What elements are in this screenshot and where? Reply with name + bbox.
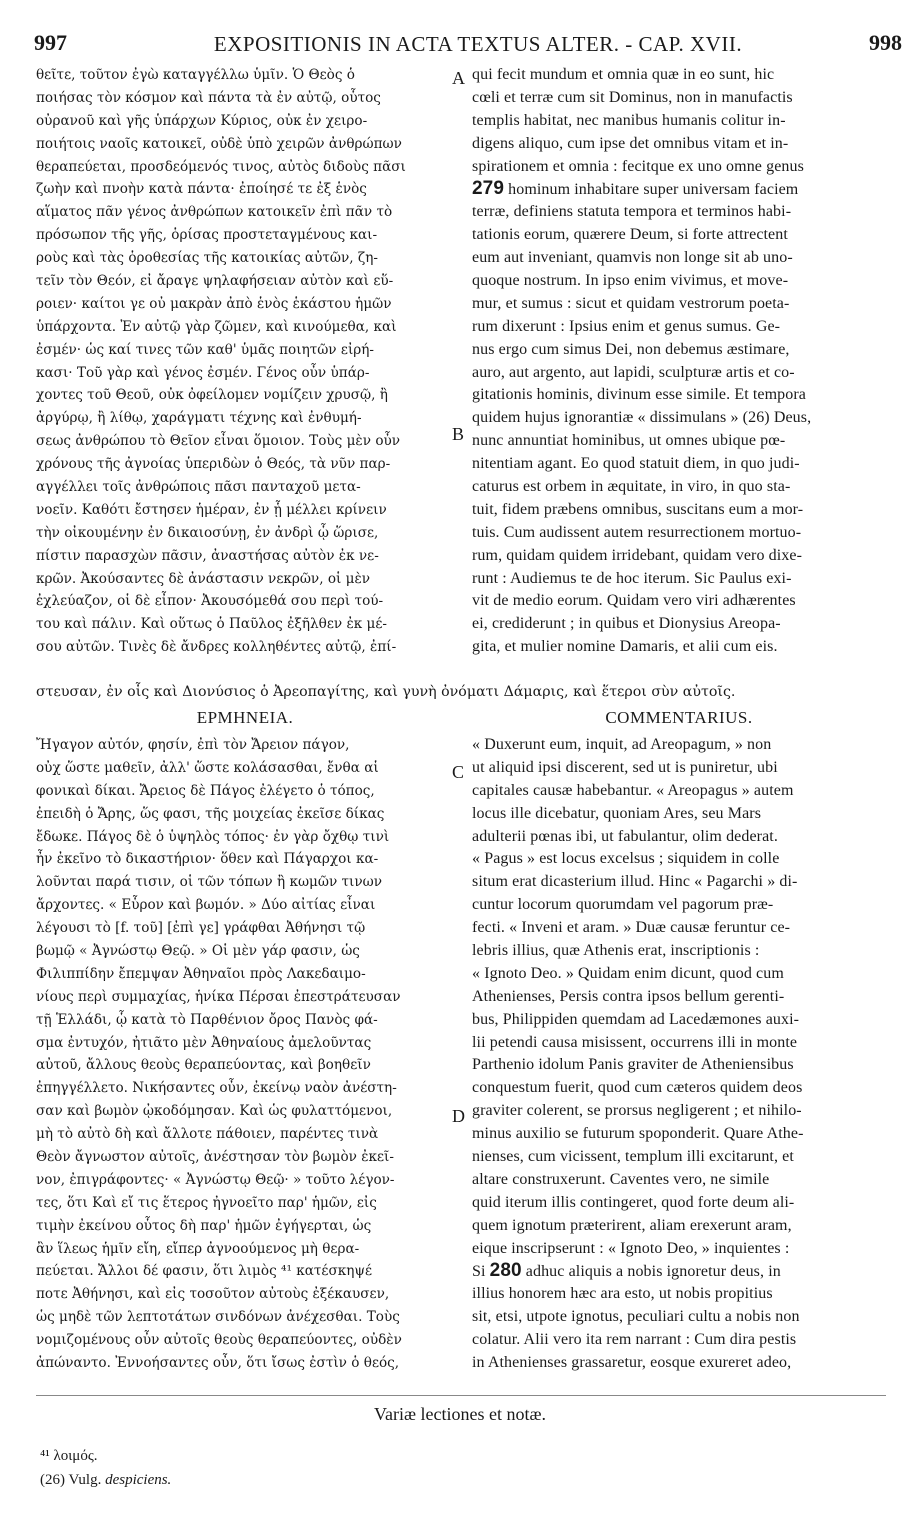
greek-text-line: του καὶ πάλιν. Καὶ οὕτως ὁ Παῦλος ἐξῆλθεν ἐκ μέ- — [36, 616, 388, 633]
latin-commentary-line: capitales causæ habebantur. « Areopagus » autem — [472, 781, 794, 799]
greek-commentary-line: Φιλιππίδην ἔπεμψαν Ἀθηναῖοι πρὸς Λακεδαιμο- — [36, 965, 366, 982]
latin-text-line: gita, et mulier nomine Damaris, et alii cum eis. — [472, 638, 778, 656]
greek-text-line: νοεῖν. Καθότι ἔστησεν ἡμέραν, ἐν ᾗ μέλλει κρίνειν — [36, 501, 387, 518]
greek-text-line: κρῶν. Ἀκούσαντες δὲ ἀνάστασιν νεκρῶν, οἱ μὲν — [36, 570, 371, 587]
greek-text-line: ροιεν· καίτοι γε οὐ μακρὰν ἀπὸ ἑνὸς ἑκάστου ἡμῶν — [36, 295, 392, 312]
greek-commentary-line: ἂν ἵλεως ἡμῖν εἴη, εἴπερ ἀγνοούμενος μὴ θερα- — [36, 1240, 360, 1257]
latin-commentary-line: quem ignotum præterirent, aliam erexerunt aram, — [472, 1216, 792, 1234]
latin-commentary-line: quid iterum illis contingeret, quod forte deum ali- — [472, 1193, 795, 1211]
greek-text-line: οὐρανοῦ καὶ γῆς ὑπάρχων Κύριος, οὐκ ἐν χειρο- — [36, 112, 368, 129]
latin-commentary-line: cuntur locorum quorumdam vel pagorum præ- — [472, 896, 774, 914]
section-heading-latin: COMMENTARIUS. — [605, 708, 753, 727]
latin-text-line: rum dixerunt : Ipsius enim et genus sumus. Ge- — [472, 317, 781, 335]
latin-text-line: templis habitat, nec manibus humanis colitur in- — [472, 111, 786, 129]
notes-title: Variæ lectiones et notæ. — [374, 1404, 546, 1424]
section-heading-greek: ΕΡΜΗΝΕΙΑ. — [196, 708, 294, 727]
greek-commentary-line: ὡς μηδὲ τῶν λεπτοτάτων σινδόνων ἀνέχεσθαι. Τοὺς — [36, 1309, 400, 1326]
footnote-41: ⁴¹ λοιμός. — [40, 1448, 98, 1464]
greek-commentary-line: τῇ Ἑλλάδι, ᾧ κατὰ τὸ Παρθένιον ὄρος Πανὸς φά- — [36, 1011, 378, 1028]
latin-text-line: digens aliquo, cum ipse det omnibus vitam et in- — [472, 134, 789, 152]
greek-text-line: θεῖτε, τοῦτον ἐγὼ καταγγέλλω ὑμῖν. Ὁ Θεὸς ὁ — [36, 67, 355, 83]
greek-text-line: πίστιν παρασχὼν πᾶσιν, ἀναστήσας αὐτὸν ἐκ νε- — [36, 547, 379, 564]
greek-commentary-column — [36, 734, 454, 1375]
margin-letter-d: D — [452, 1106, 465, 1126]
greek-commentary-line: ἦν ἐκεῖνο τὸ δικαστήριον· ὅθεν καὶ Πάγαρχοι κα- — [36, 851, 379, 868]
greek-commentary-line: βωμῷ « Ἀγνώστῳ Θεῷ. » Οἱ μὲν γάρ φασιν, ὡς — [36, 943, 360, 960]
running-title: EXPOSITIONIS IN ACTA TEXTUS ALTER. - CAP. XVII. — [213, 32, 743, 56]
greek-commentary-line: σμα ἐντυχόν, ἠτιᾶτο μὲν Ἀθηναίους ἀμελοῦντας — [36, 1034, 372, 1051]
greek-commentary-line: φονικαὶ δίκαι. Ἄρειος δὲ Πάγος ἐλέγετο ὁ τόπος, — [36, 782, 375, 799]
greek-text-line: ποιήτοις ναοῖς κατοικεῖ, οὐδὲ ὑπὸ χειρῶν ἀνθρώπων — [36, 135, 402, 152]
footnote-26 — [40, 1472, 171, 1489]
footnote-26-italic: despiciens. — [105, 1472, 172, 1488]
latin-commentary-column — [472, 734, 886, 1375]
latin-text-line: auro, aut argento, aut lapidi, sculpturæ artis et co- — [472, 363, 795, 381]
latin-text-line: tuis. Cum audissent autem resurrectionem mortuo- — [472, 523, 802, 541]
greek-text-line: αγγέλλει τοῖς ἀνθρώποις πᾶσι πανταχοῦ μετα- — [36, 479, 361, 496]
greek-commentary-line: νομιζομένους οὖν αὐτοῖς θεοὺς θεραπεύοντες, οὐδὲν — [36, 1332, 402, 1349]
greek-text-line: πρόσωπον τῆς γῆς, ὁρίσας προστεταγμένους και- — [36, 227, 378, 244]
greek-commentary-line: μὴ τὸ αὐτὸ δὴ καὶ ἄλλοτε πάθοιεν, παρέντες τινὰ — [36, 1126, 379, 1143]
greek-commentary-line: λέγουσι τὸ [f. τοῦ] [ἐπὶ γε] γράφθαι Ἀθήνησι τῷ — [36, 920, 366, 937]
greek-text-line: χρόνους τῆς ἀγνοίας ὑπεριδὼν ὁ Θεός, τὰ νῦν παρ- — [36, 456, 391, 473]
latin-text-line: spirationem et omnia : fecitque ex uno omne genus — [472, 157, 804, 175]
footnote-rule — [36, 1395, 886, 1396]
section-number-280: 280 — [489, 1260, 522, 1282]
latin-commentary-line: lii petendi causa misissent, occurrens illi in monte — [472, 1033, 798, 1051]
greek-text-line: ἀργύρῳ, ἢ λίθῳ, χαράγματι τέχνης καὶ ἐνθυμή- — [36, 410, 362, 427]
latin-text-line: gitationis hominis, divinum esse simile. Et tempora — [472, 386, 806, 404]
greek-commentary-line: ἄρχοντες. « Εὗρον καὶ βωμόν. » Δύο αἰτίας εἶναι — [36, 897, 376, 914]
latin-commentary-line: graviter colerent, se prorsus negligerent ; et nihilo- — [472, 1102, 802, 1120]
latin-commentary-line: ut aliquid ipsi discerent, sed ut is puniretur, ubi — [472, 758, 778, 776]
latin-text-line: eum aut inveniant, quamvis non longe sit ab uno- — [472, 249, 793, 267]
greek-commentary-line: ἀπώναντο. Ἐννοήσαντες οὖν, ὅτι ἴσως ἐστὶν ὁ θεός, — [36, 1355, 400, 1372]
latin-text-line: nunc annuntiat hominibus, ut omnes ubique pœ- — [472, 432, 786, 450]
greek-text-line: τεῖν τὸν Θεόν, εἰ ἄραγε ψηλαφήσειαν αὐτὸν καὶ εὕ- — [36, 273, 394, 290]
latin-text-line: tationis eorum, quærere Deum, si forte attrectent — [472, 226, 788, 244]
latin-commentary-line: adulterii pœnas ibi, ut fabulantur, olim dederat. — [472, 827, 778, 845]
latin-text-line: tuit, fidem præbens omnibus, suscitans eum a mor- — [472, 500, 804, 518]
greek-text-line: σου αὐτῶν. Τινὲς δὲ ἄνδρες κολληθέντες αὐτῷ, ἐπί- — [36, 639, 397, 656]
running-header — [34, 30, 902, 60]
latin-commentary-line: minus auxilio se futurum spoponderit. Quare Athe- — [472, 1125, 804, 1143]
latin-commentary-line: lebris illius, quæ Athenis erat, inscriptionis : — [472, 942, 760, 960]
greek-text-column — [36, 64, 454, 659]
latin-text-line: qui fecit mundum et omnia quæ in eo sunt, hic — [472, 66, 775, 83]
latin-text-line: nitentiam agant. Eo quod statuit diem, in quo judi- — [472, 455, 800, 473]
greek-text-line: κασι· Τοῦ γὰρ καὶ γένος ἐσμέν. Γένος οὖν ὑπάρ- — [36, 364, 370, 381]
greek-text-line: ἐσμέν· ὡς καί τινες τῶν καθ' ὑμᾶς ποιητῶν εἰρή- — [36, 341, 374, 358]
greek-spanning-line: στευσαν, ἐν οἷς καὶ Διονύσιος ὁ Ἀρεοπαγίτης, καὶ γυνὴ ὀνόματι Δάμαρις, καὶ ἕτεροι σὺν αὐτοῖς. — [36, 684, 736, 700]
latin-text-line: nus ergo cum simus Dei, non debemus æstimare, — [472, 340, 790, 358]
latin-commentary-line: illius honorem hæc ara esto, ut nobis propitius — [472, 1285, 773, 1303]
greek-commentary-line: ποτε Ἀθήνησι, καὶ εἰς τοσοῦτον αὐτοὺς ἐξέκαυσεν, — [36, 1286, 390, 1303]
latin-commentary-line: in Athenienses grassaretur, eosque exureret adeo, — [472, 1354, 792, 1372]
greek-commentary-line: πεύεται. Ἄλλοι δέ φασιν, ὅτι λιμὸς ⁴¹ κατέσκηψέ — [36, 1263, 373, 1280]
latin-commentary-line: Si 280 adhuc aliquis a nobis ignoretur deus, in — [472, 1260, 781, 1282]
latin-text-line: vit de medio eorum. Quidam vero viri adhærentes — [472, 592, 796, 610]
latin-commentary-line: eique inscripserunt : « Ignoto Deo, » inquientes : — [472, 1239, 790, 1257]
page-number-left: 997 — [34, 30, 67, 55]
greek-commentary-line: λοῦνται παρά τισιν, οἱ τῶν τόπων ἢ κωμῶν τινων — [36, 874, 382, 891]
latin-text-line: ei, crediderunt ; in quibus et Dionysius Areopa- — [472, 615, 781, 633]
margin-letter-b: B — [452, 424, 465, 444]
greek-commentary-line: σαν καὶ βωμὸν ᾠκοδόμησαν. Καὶ ὡς φυλαττόμενοι, — [36, 1103, 393, 1120]
latin-text-column — [472, 64, 886, 659]
latin-commentary-line: locus ille dicebatur, quoniam Ares, seu Mars — [472, 804, 762, 822]
latin-commentary-line: conquestum fuerit, quod cum cæteros quidem deos — [472, 1079, 803, 1097]
latin-commentary-line: sit, etsi, utpote ignotus, peculiari cultu a nobis non — [472, 1308, 800, 1326]
latin-commentary-line: Athenienses, Persis contra ipsos bellum gerenti- — [472, 987, 785, 1005]
section-number-280-prefix: Si — [472, 1263, 490, 1281]
greek-commentary-line: οὐχ ὥστε μαθεῖν, ἀλλ' ὥστε κολάσασθαι, ἔνθα αἱ — [36, 759, 379, 776]
latin-commentary-line: « Ignoto Deo. » Quidam enim dicunt, quod cum — [472, 964, 784, 982]
footnote-26-prefix: (26) Vulg. — [40, 1472, 102, 1488]
greek-text-line: χοντες τοῦ Θεοῦ, οὐκ ὀφείλομεν νομίζειν χρυσῷ, ἢ — [36, 387, 388, 404]
latin-text-line: mur, et sumus : sicut et quidam vestrorum poeta- — [472, 294, 790, 312]
latin-text-line: quidem hujus ignorantiæ « dissimulans » (26) Deus, — [472, 409, 812, 427]
greek-text-line: ζωὴν καὶ πνοὴν κατὰ πάντα· ἐποίησέ τε ἐξ ἑνὸς — [36, 181, 367, 198]
latin-text-line: caturus est orbem in æquitate, in viro, in quo sta- — [472, 478, 791, 496]
latin-commentary-line: situm erat dicasterium illud. Hinc « Pagarchi » di- — [472, 873, 798, 891]
latin-commentary-line: « Pagus » est locus excelsus ; siquidem in colle — [472, 850, 780, 868]
greek-text-line: τὴν οἰκουμένην ἐν δικαιοσύνῃ, ἐν ἀνδρὶ ᾧ ὥρισε, — [36, 524, 379, 541]
greek-commentary-line: νίους περὶ συμμαχίας, ἡνίκα Πέρσαι ἐπεστράτευσαν — [36, 988, 401, 1005]
margin-letter-a: A — [452, 68, 465, 88]
greek-text-line: σεως ἀνθρώπου τὸ Θεῖον εἶναι ὅμοιον. Τοὺς μὲν οὖν — [36, 433, 401, 450]
latin-commentary-line: fecti. « Inveni et aram. » Duæ causæ feruntur ce- — [472, 919, 791, 937]
latin-text-line: terræ, definiens statuta tempora et terminos habi- — [472, 203, 792, 221]
latin-text-line: rum, quidam quidem irridebant, quidam vero dixe- — [472, 546, 803, 564]
latin-commentary-line: « Duxerunt eum, inquit, ad Areopagum, » non — [472, 736, 772, 753]
latin-commentary-line: altare construxerunt. Caventes vero, ne simile — [472, 1170, 770, 1188]
greek-text-line: ροὺς καὶ τὰς ὁροθεσίας τῆς κατοικίας αὐτῶν, ζη- — [36, 250, 378, 267]
greek-commentary-line: νον, ἐπιγράφοντες· « Ἀγνώστῳ Θεῷ· » τοῦτο λέγον- — [36, 1171, 395, 1188]
greek-text-line: ποιήσας τὸν κόσμον καὶ πάντα τὰ ἐν αὐτῷ, οὗτος — [36, 89, 381, 106]
latin-text-line: runt : Audiemus te de hoc iterum. Sic Paulus exi- — [472, 569, 792, 587]
greek-text-line: ἐχλεύαζον, οἱ δὲ εἶπον· Ἀκουσόμεθά σου περὶ τού- — [36, 593, 384, 610]
greek-text-line: αἵματος πᾶν γένος ἀνθρώπων κατοικεῖν ἐπὶ πᾶν τὸ — [36, 204, 393, 221]
greek-commentary-line: αὐτοῦ, ἄλλους θεοὺς θεραπεύοντας, καὶ βοηθεῖν — [36, 1057, 371, 1074]
greek-commentary-line: ἔδωκε. Πάγος δὲ ὁ ὑψηλὸς τόπος· ἐν γὰρ ὄχθῳ τινὶ — [36, 828, 390, 845]
greek-commentary-line: ἐπειδὴ ὁ Ἄρης, ὥς φασι, τῆς μοιχείας ἐκεῖσε δίκας — [36, 805, 385, 822]
greek-commentary-line: Θεὸν ἄγνωστον αὐτοῖς, ἀνέστησαν τὸν βωμὸν ἐκεῖ- — [36, 1149, 394, 1166]
section-number-279: 279 — [472, 178, 505, 200]
latin-commentary-line: colatur. Alii vero ita rem narrant : Cum dira pestis — [472, 1331, 797, 1349]
greek-commentary-line: τιμὴν ἐκείνου οὗτος δὴ παρ' ἡμῶν ἐγήγερται, ὡς — [36, 1217, 372, 1234]
latin-text-line: quoque nostrum. In ipso enim vivimus, et move- — [472, 272, 789, 290]
latin-commentary-line: Parthenio idolum Panis graviter de Atheniensibus — [472, 1056, 794, 1074]
latin-text-line: 279 hominum inhabitare super universam faciem — [472, 178, 799, 200]
greek-text-line: ὑπάρχοντα. Ἐν αὐτῷ γὰρ ζῶμεν, καὶ κινούμεθα, καὶ — [36, 318, 397, 335]
greek-commentary-line: τες, ὅτι Καὶ εἴ τις ἕτερος ἠγνοεῖτο παρ' ἡμῶν, εἰς — [36, 1194, 377, 1211]
greek-text-line: θεραπεύεται, προσδεόμενός τινος, αὐτὸς διδοὺς πᾶσι — [36, 158, 406, 175]
latin-text-line: cœli et terræ cum sit Dominus, non in manufactis — [472, 88, 793, 106]
latin-commentary-line: nienses, cum vicissent, templum illi excitarunt, et — [472, 1148, 794, 1166]
page-number-right: 998 — [869, 30, 902, 55]
latin-commentary-line: bus, Philippiden quemdam ad Lacedæmones auxi- — [472, 1010, 800, 1028]
greek-commentary-line: ἐπηγγέλλετο. Νικήσαντες οὖν, ἐκείνῳ ναὸν ἀνέστη- — [36, 1080, 397, 1097]
margin-letter-c: C — [452, 762, 465, 782]
greek-commentary-line: Ἤγαγον αὐτόν, φησίν, ἐπὶ τὸν Ἄρειον πάγον, — [36, 737, 350, 753]
